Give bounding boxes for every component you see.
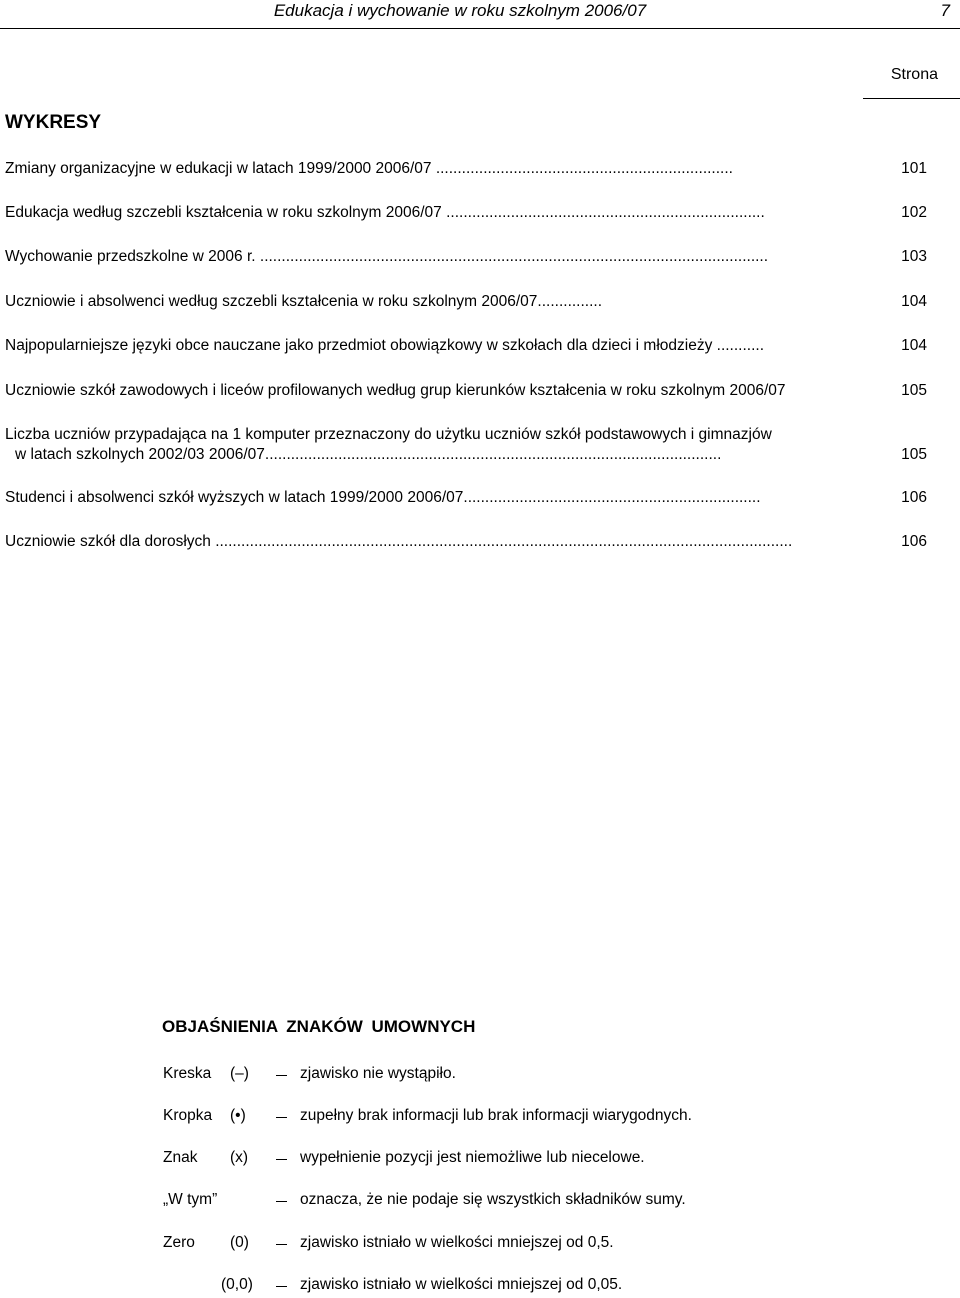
toc-entry-page: 106 (901, 533, 927, 550)
legend-symbol: (x) (230, 1149, 249, 1166)
header-title: Edukacja i wychowanie w roku szkolnym 2006/07 (273, 1, 647, 20)
legend-term: Kreska (163, 1065, 212, 1082)
legend-description: oznacza, że nie podaje się wszystkich składników sumy. (300, 1191, 686, 1208)
toc-entry[interactable] (5, 292, 927, 312)
toc-entry-text: Uczniowie i absolwenci według szczebli kształcenia w roku szkolnym 2006/07 (5, 293, 538, 310)
legend-dash (276, 1286, 287, 1287)
legend-description: zupełny brak informacji lub brak informacji wiarygodnych. (300, 1107, 692, 1124)
toc-leader-dots: ..................................................................... (463, 489, 761, 506)
legend-term: Znak (163, 1149, 198, 1166)
toc-entry[interactable] (5, 532, 927, 552)
legend-term: Kropka (163, 1107, 213, 1124)
toc-entry-text: Studenci i absolwenci szkół wyższych w latach 1999/2000 2006/07 (5, 489, 464, 506)
legend-row (0, 1234, 960, 1256)
toc-entry-text: Zmiany organizacyjne w edukacji w latach 1999/2000 2006/07 (5, 160, 432, 177)
toc-leader-dots: ...................................................................................................................... (255, 248, 769, 265)
toc-entry-page: 106 (901, 489, 927, 506)
toc-leader-dots: ........... (712, 337, 765, 354)
toc-entry-text: Uczniowie szkół dla dorosłych (5, 533, 211, 550)
toc-entry[interactable] (5, 336, 927, 356)
toc-leader-dots: .......................................................................... (441, 204, 765, 221)
toc-entry-text: Edukacja według szczebli kształcenia w roku szkolnym 2006/07 (5, 204, 442, 221)
legend-description: zjawisko nie wystąpiło. (300, 1065, 456, 1082)
legend-title: OBJAŚNIENIA ZNAKÓW UMOWNYCH (162, 1017, 476, 1036)
section-title: WYKRESY (5, 112, 102, 133)
toc-entry[interactable] (5, 381, 927, 401)
legend-symbol: (•) (230, 1107, 246, 1124)
strona-rule (863, 98, 960, 99)
legend-row (0, 1191, 960, 1213)
toc-entry-text: Najpopularniejsze języki obce nauczane jako przedmiot obowiązkowy w szkołach dla dzieci i młodzieży (5, 337, 713, 354)
toc-entry-page: 105 (901, 382, 927, 399)
legend-row (0, 1276, 960, 1298)
toc-entry-text: Wychowanie przedszkolne w 2006 r. (5, 248, 256, 265)
toc-entry-text-continued: w latach szkolnych 2002/03 2006/07 (15, 446, 265, 463)
legend-row (0, 1065, 960, 1087)
toc-leader-dots: ..................................................................... (431, 160, 733, 177)
toc-entry[interactable] (5, 159, 927, 179)
legend-description: wypełnienie pozycji jest niemożliwe lub niecelowe. (300, 1149, 645, 1166)
legend-description: zjawisko istniało w wielkości mniejszej od 0,05. (300, 1276, 623, 1293)
toc-entry-page: 103 (901, 248, 927, 265)
strona-label: Strona (890, 66, 938, 83)
toc-entry-text: Uczniowie szkół zawodowych i liceów profilowanych według grup kierunków kształcenia w roku szkolnym 2006/07 (5, 382, 786, 399)
page-number: 7 (940, 1, 950, 20)
legend-dash (276, 1201, 287, 1202)
legend-dash (276, 1075, 287, 1076)
toc-entry-page: 104 (901, 337, 927, 354)
legend-row (0, 1149, 960, 1171)
toc-entry[interactable] (5, 425, 927, 465)
toc-leader-dots: .......................................................................................................... (264, 446, 722, 463)
legend-dash (276, 1117, 287, 1118)
legend-symbol: (0,0) (221, 1276, 253, 1293)
page-header (0, 0, 960, 29)
toc-entry-page: 101 (901, 160, 927, 177)
toc-entry-page: 102 (901, 204, 927, 221)
legend-symbol: (0) (230, 1234, 249, 1251)
legend-description: zjawisko istniało w wielkości mniejszej od 0,5. (300, 1234, 614, 1251)
legend-dash (276, 1244, 287, 1245)
toc-entry[interactable] (5, 488, 927, 508)
toc-leader-dots: ...................................................................................................................................... (210, 533, 793, 550)
legend-symbol: (–) (230, 1065, 249, 1082)
toc-leader-dots: ............... (537, 293, 603, 310)
legend-term: Zero (163, 1234, 195, 1251)
legend-term: „W tym” (163, 1191, 218, 1208)
legend-dash (276, 1159, 287, 1160)
toc-entry-text: Liczba uczniów przypadająca na 1 komputer przeznaczony do użytku uczniów szkół podstawowych i gimnazjów (5, 426, 772, 443)
legend-row (0, 1107, 960, 1129)
toc-entry-page: 105 (901, 446, 927, 463)
toc-entry-page: 104 (901, 293, 927, 310)
toc-entry[interactable] (5, 247, 927, 267)
toc-entry[interactable] (5, 203, 927, 223)
